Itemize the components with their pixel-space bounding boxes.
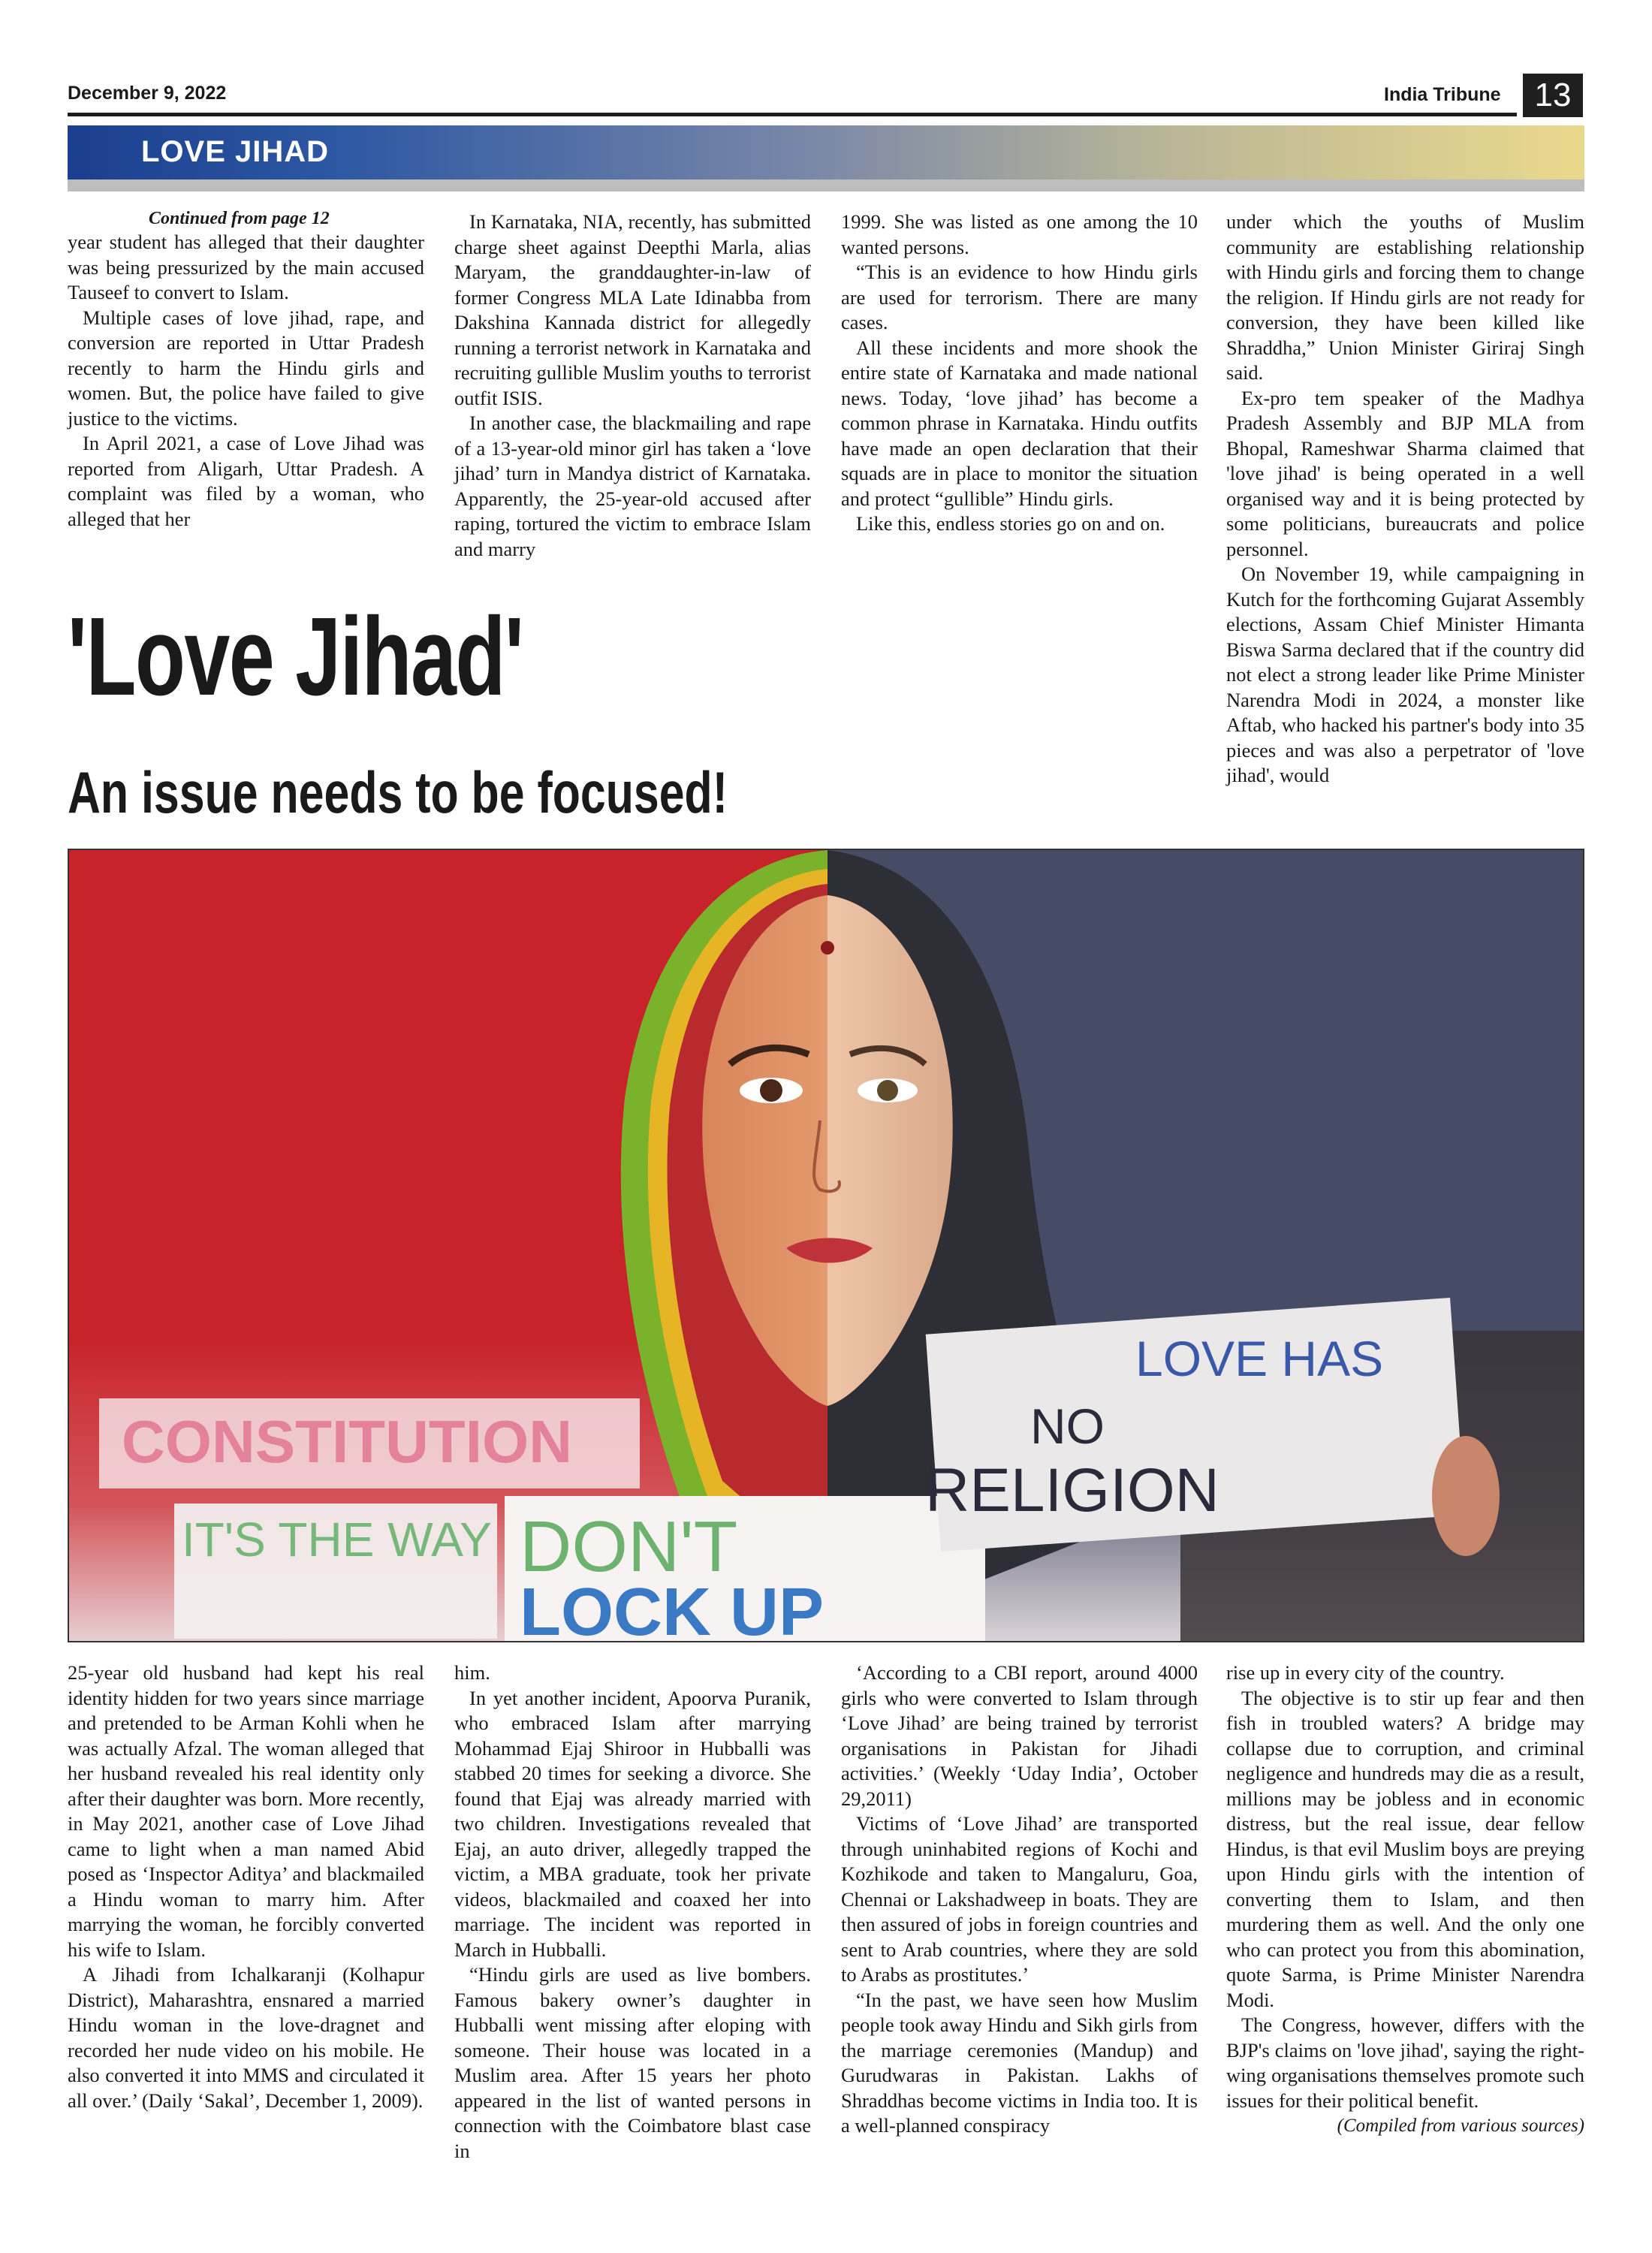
hand-icon [1432,1436,1500,1556]
paragraph: Victims of ‘Love Jihad’ are transported through uninhabited regions of Kochi and Kozhikode and taken to Mangaluru, Goa, Chennai or Lakshadweep in boats. They are then assured of jobs in foreign countries and sent to Arab countries, where they are sold to Arabs as prostitutes.’ [841,1812,1198,1986]
paragraph: Multiple cases of love jihad, rape, and conversion are reported in Uttar Pradesh recently to harm the Hindu girls and women. But, the police have failed to give justice to the victims. [68,306,424,430]
placard-constitution [99,1398,640,1488]
top-column-3 [841,210,1198,537]
paragraph: him. [454,1661,490,1684]
bindi-icon [821,941,834,955]
paragraph: 1999. She was listed as one among the 10 wanted persons. [841,210,1198,258]
svg-text:IT'S THE WAY: IT'S THE WAY [182,1513,492,1567]
publication-name: India Tribune [1384,84,1501,105]
paragraph: The Congress, however, differs with the BJP's claims on 'love jihad', saying the right-wing organisations themselves promote such issues for their political benefit. [1226,2013,1584,2112]
paragraph: In April 2021, a case of Love Jihad was reported from Aligarh, Uttar Pradesh. A complaint was filed by a woman, who alleged that her [68,432,424,530]
bottom-column-1 [68,1660,424,2113]
section-banner-shadow [68,179,1584,192]
top-column-1 [68,207,424,532]
svg-text:CONSTITUTION: CONSTITUTION [122,1408,572,1475]
placard-dont-lock-up [505,1496,985,1641]
paragraph: under which the youths of Muslim community are establishing relationship with Hindu girls and forcing them to change the religion. If Hindu girls are not ready for conversion, they have been killed like Shraddha,” Union Minister Giriraj Singh said. [1226,210,1584,384]
paragraph: On November 19, while campaigning in Kutch for the forthcoming Gujarat Assembly elections, Assam Chief Minister Himanta Biswa Sarma declared that if the country did not elect a strong leader like Prime Minister Narendra Modi in 2024, a monster like Aftab, who hacked his partner's body into 35 pieces and was also a perpetrator of 'love jihad', would [1226,562,1584,786]
svg-text:DON'T: DON'T [520,1507,738,1587]
placard-way [174,1504,497,1639]
svg-text:RELIGION: RELIGION [925,1456,1219,1525]
svg-text:LOVE HAS: LOVE HAS [1135,1331,1384,1386]
bottom-column-2 [454,1660,811,2164]
bottom-column-4 [1226,1660,1584,2139]
paragraph: A Jihadi from Ichalkaranji (Kolhapur District), Maharashtra, ensnared a married Hindu woman in the love-dragnet and recorded her nude video on his mobile. He also converted it into MMS and circulated it all over.’ (Daily ‘Sakal’, December 1, 2009). [68,1963,424,2112]
svg-text:NO: NO [1030,1398,1105,1454]
photo-illustration [69,850,1583,1641]
issue-date: December 9, 2022 [68,83,227,104]
subheadline: An issue needs to be focused! [68,759,728,825]
paragraph: Like this, endless stories go on and on. [856,512,1165,535]
svg-text:LOCK UP: LOCK UP [520,1575,824,1641]
paragraph: rise up in every city of the country. [1226,1661,1505,1684]
paragraph: In yet another incident, Apoorva Puranik, who embraced Islam after marrying Mohammad Ejaj Shiroor in Hubballi was stabbed 20 times for seeking a divorce. She found that Ejaj was already married with two children. Investigations revealed that Ejaj, an auto driver, allegedly trapped the victim, a MBA graduate, took her private videos, blackmailed and coaxed her into marriage. The incident was reported in March in Hubballi. [454,1686,811,1961]
paragraph: All these incidents and more shook the entire state of Karnataka and made national news. Today, ‘love jihad’ has become a common phrase in Karnataka. Hindu outfits have made an open declaration that their squads are in place to monitor the situation and protect “gullible” Hindu girls. [841,336,1198,510]
placard-love-has-no-religion [925,1298,1465,1552]
paragraph: “Hindu girls are used as live bombers. Famous bakery owner’s daughter in Hubballi went missing after eloping with someone. Their house was located in a Muslim area. After 15 years her photo appeared in the list of wanted persons in connection with the Coimbatore blast case in [454,1963,811,2162]
source-credit: (Compiled from various sources) [1337,2116,1584,2136]
section-title: LOVE JIHAD [141,135,330,168]
page-number: 13 [1523,74,1583,117]
continued-note: Continued from page 12 [149,209,330,228]
paragraph: The objective is to stir up fear and then fish in troubled waters? A bridge may collapse due to corruption, and criminal negligence and hundreds may die as a result, millions may be jobless and in economic distress, but the real issue, dear fellow Hindus, is that evil Muslim boys are preying upon Hindu girls with the intention of converting them to Islam, and then murdering them as well. And the only one who can protect you from this abomination, quote Sarma, is Prime Minister Narendra Modi. [1226,1686,1584,2011]
paragraph: “In the past, we have seen how Muslim people took away Hindu and Sikh girls from the marriage ceremonies (Mandup) and Gurudwaras in Pakistan. Lakhs of Shraddhas become victims in India too. It is a well-planned conspiracy [841,1988,1198,2137]
headline: 'Love Jihad' [68,595,523,719]
top-column-4 [1226,210,1584,789]
paragraph: 25-year old husband had kept his real identity hidden for two years since marriage and pretended to be Arman Kohli when he was actually Afzal. The woman alleged that her husband revealed his real identity only after their daughter was born. More recently, in May 2021, another case of Love Jihad came to light when a man named Abid posed as ‘Inspector Aditya’ and blackmailed a Hindu woman to marry him. After marrying the woman, he forcibly converted his wife to Islam. [68,1661,424,1961]
paragraph: year student has alleged that their daughter was being pressurized by the main accused Tauseef to convert to Islam. [68,231,424,303]
top-column-2 [454,210,811,562]
paragraph: Ex-pro tem speaker of the Madhya Pradesh Assembly and BJP MLA from Bhopal, Rameshwar Sharma claimed that 'love jihad' is being operated in a well organised way and it is being protected by some politicians, bureaucrats and police personnel. [1226,386,1584,560]
paragraph: In another case, the blackmailing and rape of a 13-year-old minor girl has taken a ‘love jihad’ turn in Mandya district of Karnataka. Apparently, the 25-year-old accused after raping, tortured the victim to embrace Islam and marry [454,412,811,560]
paragraph: In Karnataka, NIA, recently, has submitted charge sheet against Deepthi Marla, alias Maryam, the granddaughter-in-law of former Congress MLA Late Idinabba from Dakshina Kannada district for allegedly running a terrorist network in Karnataka and recruiting gullible Muslim youths to terrorist outfit ISIS. [454,210,811,409]
paragraph: ‘According to a CBI report, around 4000 girls who were converted to Islam through ‘Love Jihad’ are being trained by terrorist organisations in Pakistan for Jihadi activities.’ (Weekly ‘Uday India’, October 29,2011) [841,1661,1198,1810]
bottom-column-3 [841,1660,1198,2139]
header-rule [68,113,1517,116]
paragraph: “This is an evidence to how Hindu girls are used for terrorism. There are many cases. [841,261,1198,333]
article-photo [68,849,1584,1642]
